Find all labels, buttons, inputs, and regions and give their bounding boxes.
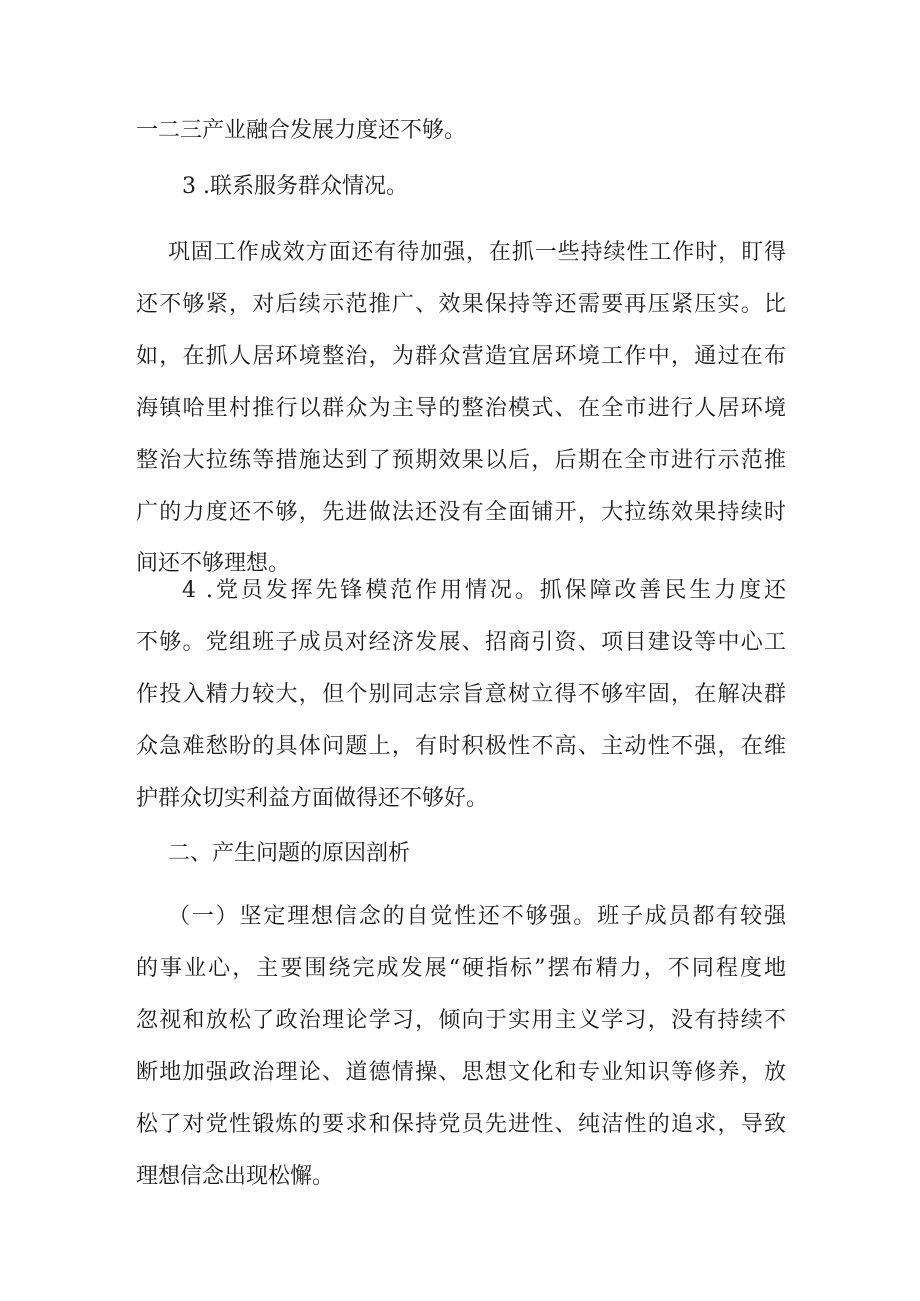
paragraph-line: 护群众切实利益方面做得还不够好。 xyxy=(136,786,489,811)
paragraph-line: 如，在抓人居环境整治，为群众营造宜居环境工作中，通过在布 xyxy=(136,344,786,369)
paragraph-line: （一）坚定理想信念的自觉性还不够强。班子成员都有较强 xyxy=(168,904,786,929)
section-heading: 二、产生问题的原因剖析 xyxy=(168,841,411,866)
paragraph-line: 理想信念出现松懈。 xyxy=(136,1164,335,1189)
paragraph-line: 作投入精力较大，但个别同志宗旨意树立得不够牢固，在解决群 xyxy=(136,682,786,707)
paragraph-line: 松了对党性锻炼的要求和保持党员先进性、纯洁性的追求，导致 xyxy=(136,1112,786,1137)
paragraph-line: 还不够紧，对后续示范推广、效果保持等还需要再压紧压实。比 xyxy=(136,292,786,317)
paragraph-line: 不够。党组班子成员对经济发展、招商引资、项目建设等中心工 xyxy=(136,630,786,655)
paragraph-line: 断地加强政治理论、道德情操、思想文化和专业知识等修养，放 xyxy=(136,1060,786,1085)
paragraph-line: 众急难愁盼的具体问题上，有时积极性不高、主动性不强，在维 xyxy=(136,734,786,759)
paragraph-line: 的事业心，主要围绕完成发展“硬指标”摆布精力，不同程度地 xyxy=(136,956,786,981)
paragraph-line: 广的力度还不够，先进做法还没有全面铺开，大拉练效果持续时 xyxy=(136,500,786,525)
paragraph-line: 巩固工作成效方面还有待加强，在抓一些持续性工作时，盯得 xyxy=(168,240,786,265)
section-heading: 4 .党员发挥先锋模范作用情况。抓保障改善民生力度还 xyxy=(182,578,786,603)
paragraph-line: 间还不够理想。 xyxy=(136,551,291,576)
paragraph-line: 海镇哈里村推行以群众为主导的整治模式、在全市进行人居环境 xyxy=(136,396,786,421)
paragraph-line: 忽视和放松了政治理论学习，倾向于实用主义学习，没有持续不 xyxy=(136,1008,786,1033)
paragraph-line: 整治大拉练等措施达到了预期效果以后，后期在全市进行示范推 xyxy=(136,448,786,473)
section-heading: 3 .联系服务群众情况。 xyxy=(182,174,408,199)
paragraph-line: 一二三产业融合发展力度还不够。 xyxy=(136,118,467,143)
